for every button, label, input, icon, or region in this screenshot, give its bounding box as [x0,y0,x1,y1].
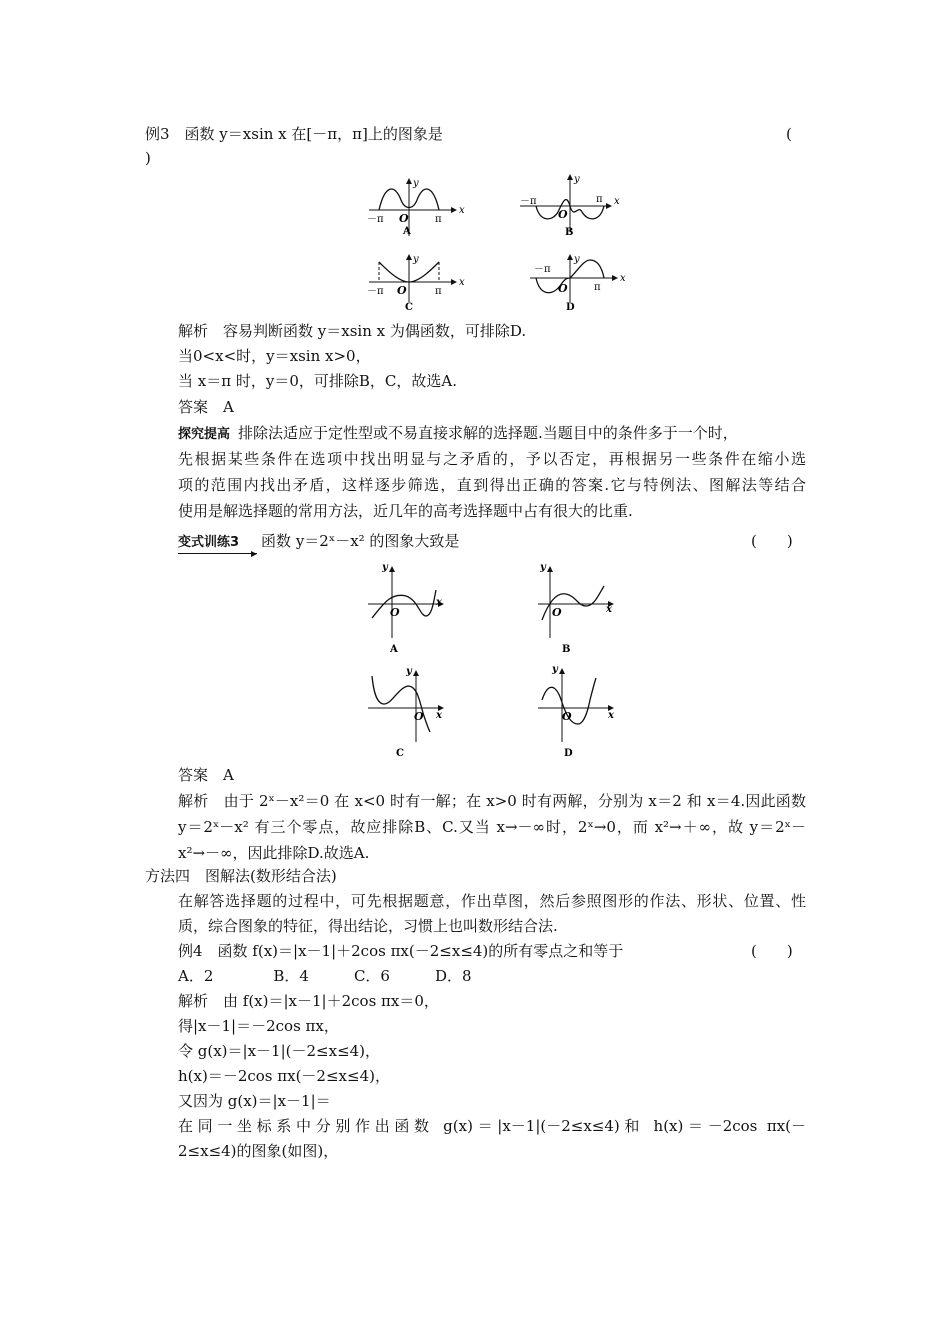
var3-question-line [178,531,459,554]
explore-line-4: 使用是解选择题的常用方法，近几年的高考选择题中占有很大的比重. [178,502,633,520]
ex4-solution-1: 解析 由 f(x)＝|x－1|＋2cos πx＝0， [178,992,439,1010]
ex4-solution-7: 2≤x≤4)的图象(如图)， [178,1142,339,1160]
var3-tag: 变式训练3 [178,533,257,554]
ex3-paren-close: ) [145,149,151,167]
ex3-d-neg-pi-label: －π [534,264,551,275]
ex3-question: 例3 函数 y＝xsin x 在[－π，π]上的图象是 [145,125,443,143]
explore-line-1 [178,423,806,445]
ex3-a-pi-label: π [435,214,442,225]
var3-graph-a [362,560,462,656]
explore-text-1: 排除法适应于定性型或不易直接求解的选择题.当题目中的条件多于一个时， [238,424,738,442]
var3-d-x-label: x [608,710,614,721]
ex3-a-origin-label: O [399,212,409,225]
ex3-answer: 答案 A [178,398,234,416]
var3-b-caption: B [562,644,571,655]
method4-desc-2: 质，综合图象的特征，得出结论，习惯上也叫数形结合法. [178,917,558,935]
var3-graph-d [532,660,632,760]
ex3-d-y-label: y [574,254,580,265]
ex4-solution-2: 得|x－1|＝－2cos πx， [178,1017,339,1035]
method4-desc-1: 在解答选择题的过程中，可先根据题意，作出草图，然后参照图形的作法、形状、位置、性 [178,892,806,910]
var3-a-origin-label: O [390,606,400,619]
ex3-graph-c [365,252,465,316]
var3-solution-3: x²→－∞，因此排除D.故选A. [178,844,370,862]
var3-b-origin-label: O [552,606,562,619]
ex3-d-x-label: x [620,273,626,284]
var3-a-x-label: x [436,597,442,608]
ex3-c-pi-label: π [435,286,442,297]
var3-d-origin-label: O [562,710,572,723]
ex3-b-y-label: y [574,174,580,185]
ex3-b-x-label: x [614,196,620,207]
var3-solution-1: 解析 由于 2ˣ－x²＝0 在 x<0 时有一解；在 x>0 时有两解，分别为 x＝2 和 x＝4.因此函数 [178,792,806,810]
ex3-a-neg-pi-label: －π [367,214,384,225]
var3-c-caption: C [396,748,404,759]
ex3-d-origin-label: O [558,282,568,295]
var3-b-y-label: y [540,562,546,573]
ex3-graph-b [518,172,623,238]
var3-c-origin-label: O [414,710,424,723]
var3-d-caption: D [564,748,573,759]
var3-a-y-label: y [382,562,388,573]
ex3-paren-open: ( [786,125,792,143]
ex4-options: A．2 B．4 C．6 D．8 [178,967,472,985]
ex4-solution-4: h(x)＝－2cos πx(－2≤x≤4)， [178,1067,390,1085]
ex3-d-pi-label: π [594,282,601,293]
var3-solution-2: y＝2ˣ－x² 有三个零点，故应排除B、C.又当 x→－∞时，2ˣ→0，而 x²→＋∞，故 y＝2ˣ－ [178,818,806,836]
ex3-solution-2: 当0<x<时，y＝xsin x>0， [178,347,371,365]
ex4-question: 例4 函数 f(x)＝|x－1|＋2cos πx(－2≤x≤4)的所有零点之和等于 [178,942,624,960]
var3-graph-c [362,664,462,760]
var3-answer: 答案 A [178,766,234,784]
var3-b-x-label: x [606,604,612,615]
var3-paren: ( ) [751,532,793,550]
ex3-graph-a [365,176,465,238]
explore-line-2: 先根据某些条件在选项中找出明显与之矛盾的，予以否定，再根据另一些条件在缩小选 [178,450,806,468]
ex3-c-caption: C [405,302,413,313]
ex3-solution-1: 解析 容易判断函数 y＝xsin x 为偶函数，可排除D. [178,322,527,340]
ex3-a-x-label: x [459,205,465,216]
ex3-c-y-label: y [413,254,419,265]
ex3-b-caption: B [565,227,574,238]
ex3-b-origin-label: O [558,208,568,221]
ex3-a-caption: A [403,226,411,237]
ex3-solution-3: 当 x＝π 时，y＝0，可排除B，C，故选A. [178,372,457,390]
ex3-b-pi-label: π [596,194,603,205]
ex3-graph-d [526,252,626,316]
var3-question: 函数 y＝2ˣ－x² 的图象大致是 [261,532,460,550]
ex3-d-caption: D [566,302,575,313]
ex3-c-origin-label: O [397,284,407,297]
method4-title: 方法四 图解法(数形结合法) [145,867,337,885]
ex4-paren: ( ) [751,942,793,960]
var3-a-caption: A [390,644,398,655]
ex3-c-neg-pi-label: －π [367,286,384,297]
ex4-solution-6: 在同一坐标系中分别作出函数 g(x)＝|x－1|(－2≤x≤4)和 h(x)＝－2cos πx(－ [178,1117,806,1135]
var3-c-y-label: y [406,666,412,677]
var3-d-y-label: y [552,664,558,675]
explore-line-3: 项的范围内找出矛盾，这样逐步筛选，直到得出正确的答案.它与特例法、图解法等结合 [178,476,806,494]
ex3-c-x-label: x [459,277,465,288]
var3-c-x-label: x [436,710,442,721]
var3-graph-b [532,560,632,656]
ex3-a-y-label: y [413,178,419,189]
ex4-solution-5: 又因为 g(x)＝|x－1|＝ [178,1092,331,1110]
ex4-solution-3: 令 g(x)＝|x－1|(－2≤x≤4)， [178,1042,381,1060]
ex3-b-neg-pi-label: －π [520,196,537,207]
explore-tag: 探究提高 [178,427,231,442]
